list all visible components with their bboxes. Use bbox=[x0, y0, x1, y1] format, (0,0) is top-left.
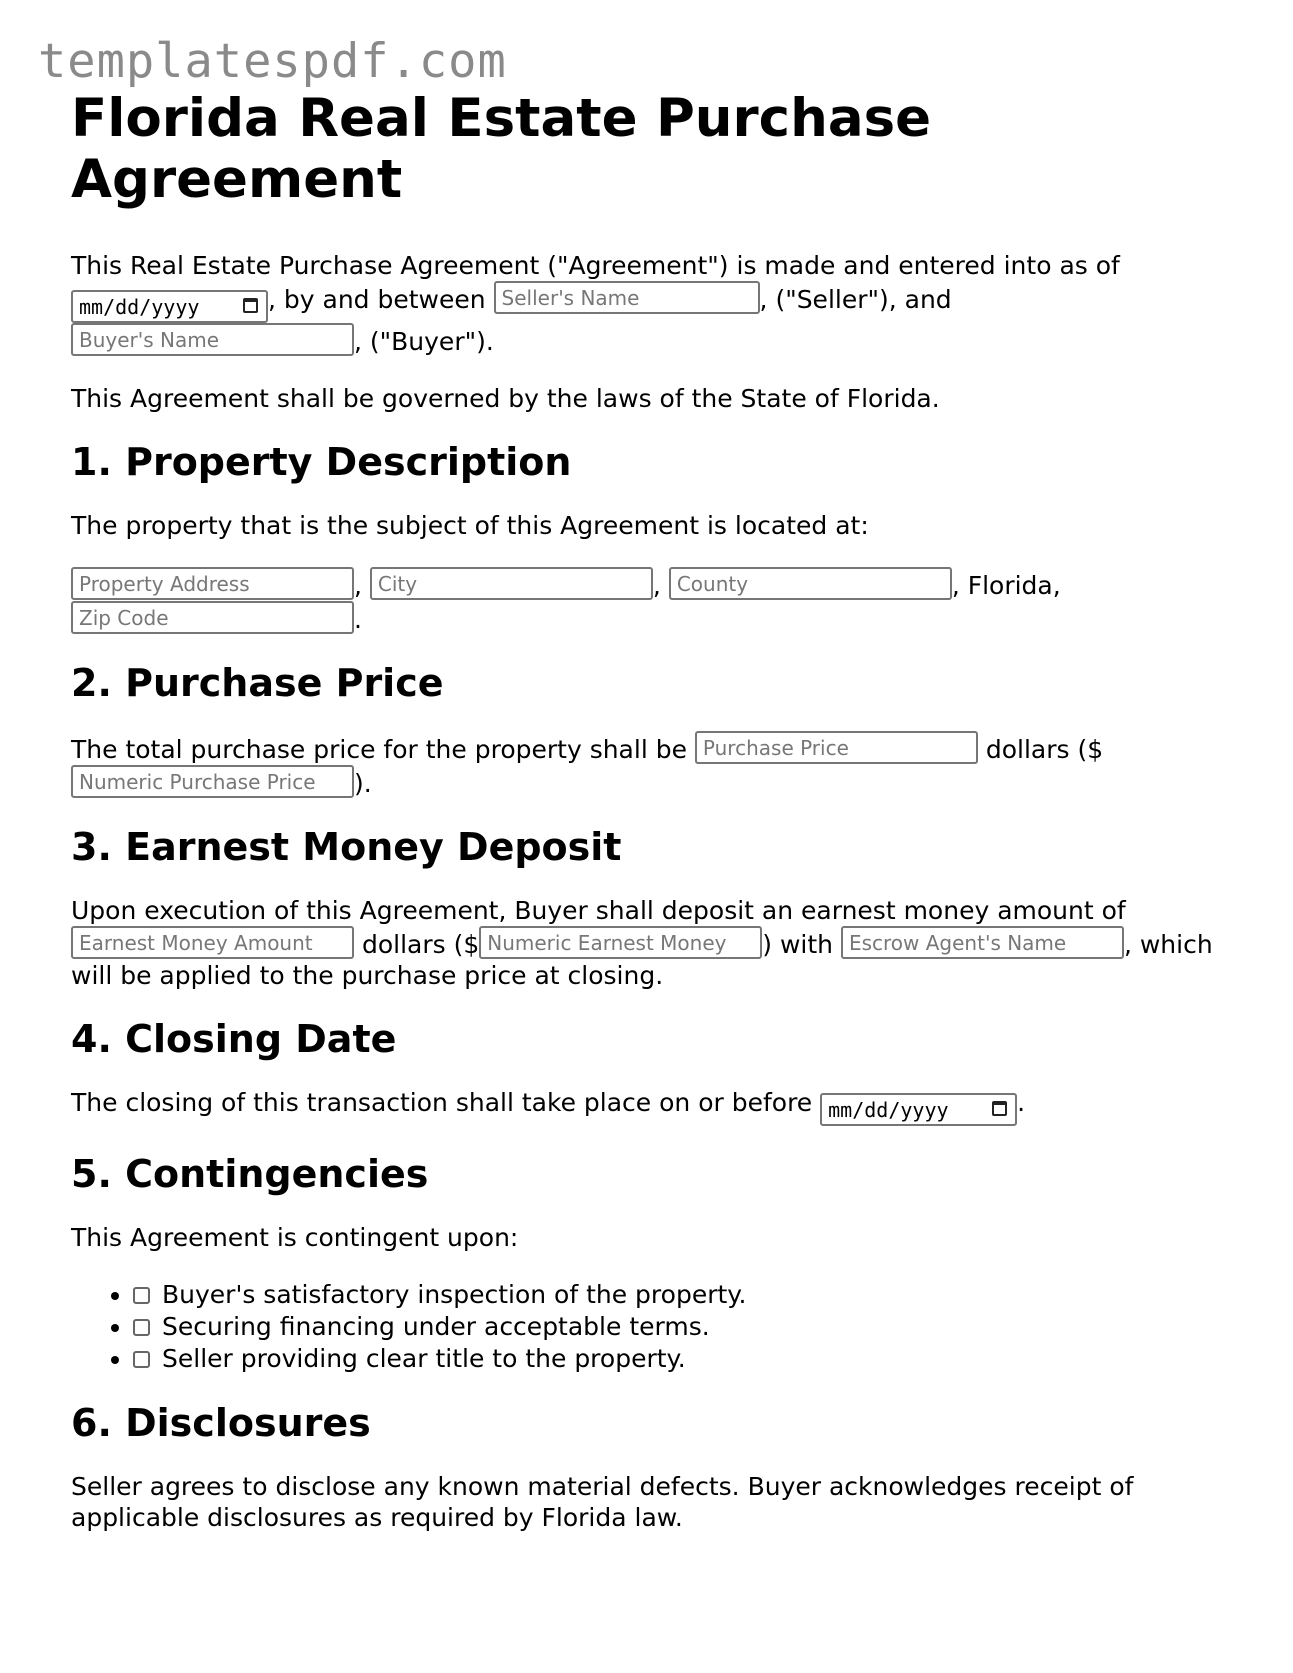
calendar-icon[interactable] bbox=[243, 298, 258, 313]
earnest-text-4: , which will be applied to the purchase price at closing. bbox=[71, 930, 1213, 990]
section-heading-disclosures: 6. Disclosures bbox=[71, 1401, 371, 1445]
section-heading-closing: 4. Closing Date bbox=[71, 1017, 397, 1061]
numeric-purchase-price-input[interactable]: Numeric Purchase Price bbox=[71, 765, 354, 798]
property-address-input[interactable]: Property Address bbox=[71, 567, 354, 600]
list-item: • Seller providing clear title to the property. bbox=[133, 1343, 1231, 1375]
intro-text-1: This Real Estate Purchase Agreement ("Agreement") is made and entered into as of bbox=[71, 251, 1120, 280]
price-text-2: dollars ($ bbox=[985, 735, 1104, 764]
earnest-text-2: dollars ($ bbox=[361, 930, 480, 959]
section-heading-earnest: 3. Earnest Money Deposit bbox=[71, 825, 622, 869]
page-title: Florida Real Estate Purchase Agreement bbox=[71, 88, 932, 210]
intro-text-2: , by and between bbox=[268, 285, 486, 314]
intro-text-3: , ("Seller"), and bbox=[759, 285, 952, 314]
price-text-1: The total purchase price for the property shall be bbox=[71, 735, 687, 764]
property-text: The property that is the subject of this Agreement is located at: bbox=[71, 511, 869, 540]
property-fields: Property Address , City , County , Florida, Zip Code . bbox=[71, 567, 1231, 635]
price-paragraph bbox=[71, 731, 1231, 799]
contingencies-text: This Agreement is contingent upon: bbox=[71, 1223, 519, 1252]
county-input[interactable]: County bbox=[669, 567, 952, 600]
watermark: templatespdf.com bbox=[38, 34, 507, 89]
document-body bbox=[71, 88, 1231, 1559]
numeric-earnest-input[interactable]: Numeric Earnest Money bbox=[479, 926, 762, 959]
zip-code-input[interactable]: Zip Code bbox=[71, 601, 354, 634]
closing-text: The closing of this transaction shall take place on or before bbox=[71, 1088, 813, 1117]
earnest-amount-input[interactable]: Earnest Money Amount bbox=[71, 926, 354, 959]
section-heading-price: 2. Purchase Price bbox=[71, 661, 444, 705]
escrow-agent-input[interactable]: Escrow Agent's Name bbox=[841, 926, 1124, 959]
clear-title-checkbox[interactable] bbox=[133, 1351, 150, 1368]
closing-paragraph: The closing of this transaction shall take place on or before mm/dd/yyyy . bbox=[71, 1087, 1231, 1126]
calendar-icon[interactable] bbox=[992, 1101, 1007, 1116]
financing-checkbox[interactable] bbox=[133, 1319, 150, 1336]
governing-law: This Agreement shall be governed by the laws of the State of Florida. bbox=[71, 384, 940, 413]
inspection-checkbox[interactable] bbox=[133, 1287, 150, 1304]
earnest-paragraph bbox=[71, 895, 1231, 991]
contingencies-list bbox=[71, 1279, 1231, 1375]
seller-name-input[interactable]: Seller's Name bbox=[494, 281, 760, 314]
disclosures-text: Seller agrees to disclose any known material defects. Buyer acknowledges receipt of applicable disclosures as required by Florida law. bbox=[71, 1472, 1134, 1532]
list-item: • Securing financing under acceptable terms. bbox=[133, 1311, 1231, 1343]
earnest-text-3: ) with bbox=[762, 930, 833, 959]
closing-date-input[interactable]: mm/dd/yyyy bbox=[820, 1093, 1017, 1126]
intro-text-4: , ("Buyer"). bbox=[354, 327, 494, 356]
agreement-date-input[interactable]: mm/dd/yyyy bbox=[71, 290, 268, 323]
intro-paragraph bbox=[71, 250, 1231, 357]
section-heading-contingencies: 5. Contingencies bbox=[71, 1152, 429, 1196]
earnest-text-1: Upon execution of this Agreement, Buyer shall deposit an earnest money amount of bbox=[71, 896, 1126, 925]
section-heading-property: 1. Property Description bbox=[71, 440, 572, 484]
buyer-name-input[interactable]: Buyer's Name bbox=[71, 323, 354, 356]
purchase-price-input[interactable]: Purchase Price bbox=[695, 731, 978, 764]
state-text: , Florida, bbox=[951, 571, 1061, 600]
city-input[interactable]: City bbox=[370, 567, 653, 600]
price-text-3: ). bbox=[354, 769, 372, 798]
list-item: • Buyer's satisfactory inspection of the property. bbox=[133, 1279, 1231, 1311]
